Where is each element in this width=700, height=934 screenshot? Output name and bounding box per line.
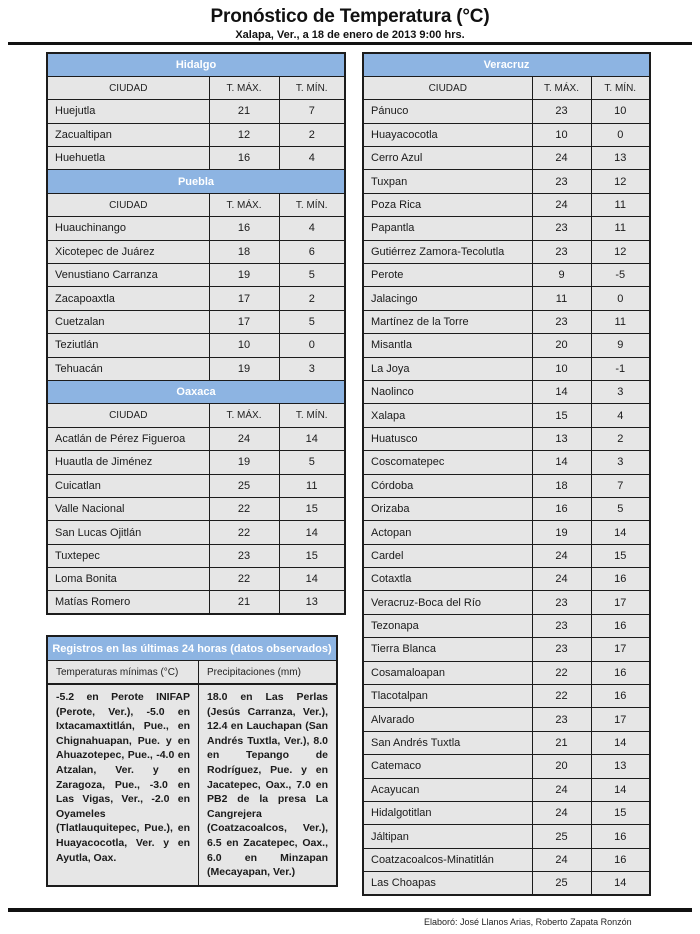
max-temp: 24 [532,193,591,216]
min-temp: 14 [591,521,650,544]
min-temp: 14 [279,568,345,591]
city-name: Pánuco [363,100,532,123]
column-header-city: CIUDAD [47,76,209,99]
min-temp: 6 [279,240,345,263]
min-temp: 4 [591,404,650,427]
max-temp: 19 [532,521,591,544]
max-temp: 17 [209,310,279,333]
city-name: Loma Bonita [47,568,209,591]
state-header-hidalgo [47,53,345,76]
min-temp: 4 [279,147,345,170]
table-row [363,661,650,684]
table-row [363,708,650,731]
max-temp: 22 [209,521,279,544]
max-temp: 19 [209,264,279,287]
table-row [47,334,345,357]
column-header-min: T. MÍN. [591,76,650,99]
max-temp: 25 [532,872,591,895]
max-temp: 22 [209,568,279,591]
max-temp: 24 [532,848,591,871]
city-name: San Andrés Tuxtla [363,731,532,754]
city-name: Huayacocotla [363,123,532,146]
min-temp: 15 [279,497,345,520]
min-temp: 5 [591,497,650,520]
max-temp: 24 [532,778,591,801]
city-name: Valle Nacional [47,497,209,520]
table-row [47,240,345,263]
city-name: Perote [363,264,532,287]
precip-label: Precipitaciones (mm) [207,667,301,678]
city-name: Catemaco [363,755,532,778]
city-name: Xalapa [363,404,532,427]
city-name: Tlacotalpan [363,685,532,708]
table-row [47,497,345,520]
veracruz-forecast-table [362,52,651,896]
table-row [363,825,650,848]
max-temp: 23 [532,217,591,240]
table-row [363,404,650,427]
column-header-city: CIUDAD [47,404,209,427]
city-name: Tierra Blanca [363,638,532,661]
precip-text: 18.0 en Las Perlas (Jesús Carranza, Ver.), 12.4 en Lauchapan (San Andrés Tuxtla, Ver.), 8.0 en Tepango de Rodríguez, Pue. y en Jacatepec, Oax., 7.0 en PB2 de la presa La Cangrejera (Coatzacoalcos, Ver.), 6.5 en Zacatepec, Oax., 6.0 en Minzapan (Mecayapan, Ver.) [207,691,328,879]
min-temp: 12 [591,240,650,263]
city-name: La Joya [363,357,532,380]
max-temp: 18 [532,474,591,497]
table-row [47,310,345,333]
max-temp: 23 [532,708,591,731]
table-row [363,451,650,474]
max-temp: 21 [209,591,279,614]
min-temp: 3 [591,451,650,474]
page-subtitle: Xalapa, Ver., a 18 de enero de 2013 9:00 hrs. [235,29,465,41]
min-temp: 3 [279,357,345,380]
min-temp: 16 [591,661,650,684]
max-temp: 10 [532,123,591,146]
min-temp: 0 [591,123,650,146]
table-row [47,357,345,380]
min-temp: -5 [591,264,650,287]
max-temp: 14 [532,451,591,474]
table-row [363,427,650,450]
table-row [47,427,345,450]
city-name: Huehuetla [47,147,209,170]
table-row [363,638,650,661]
min-temp: 11 [591,310,650,333]
city-name: Hidalgotitlan [363,802,532,825]
min-temp: 14 [279,427,345,450]
min-temps-label: Temperaturas mínimas (°C) [48,661,199,683]
table-row [363,240,650,263]
min-temp: 2 [279,287,345,310]
credits: Elaboró: José Llanos Arias, Roberto Zapata Ronzón [424,917,632,927]
max-temp: 19 [209,451,279,474]
min-temp: 3 [591,380,650,403]
top-divider [8,42,692,45]
city-name: Tuxpan [363,170,532,193]
min-temp: 11 [591,217,650,240]
column-header-row [363,76,650,99]
min-temp: 14 [591,778,650,801]
city-name: Actopan [363,521,532,544]
table-row [47,100,345,123]
max-temp: 16 [209,217,279,240]
column-header-row [47,76,345,99]
city-name: Tuxtepec [47,544,209,567]
city-name: Acayucan [363,778,532,801]
min-temp: 9 [591,334,650,357]
left-forecast-table [46,52,346,615]
table-row [363,497,650,520]
max-temp: 24 [532,147,591,170]
min-temp: 14 [279,521,345,544]
max-temp: 12 [209,123,279,146]
min-temp: -1 [591,357,650,380]
max-temp: 23 [532,100,591,123]
city-name: Cosamaloapan [363,661,532,684]
city-name: Zacualtipan [47,123,209,146]
min-temp: 17 [591,708,650,731]
min-temp: 5 [279,451,345,474]
city-name: Zacapoaxtla [47,287,209,310]
min-temp: 11 [591,193,650,216]
max-temp: 25 [532,825,591,848]
city-name: Huauchinango [47,217,209,240]
max-temp: 16 [209,147,279,170]
column-header-min: T. MÍN. [279,193,345,216]
state-name: Veracruz [363,53,650,76]
city-name: Xicotepec de Juárez [47,240,209,263]
table-row [47,147,345,170]
city-name: Cotaxtla [363,568,532,591]
max-temp: 13 [532,427,591,450]
city-name: Huejutla [47,100,209,123]
column-header-row [47,404,345,427]
table-row [47,521,345,544]
min-temps-text: -5.2 en Perote INIFAP (Perote, Ver.), -5.0 en Ixtacamaxtitlán, Pue., en Chignahuapan, Pue. y en Ahuazotepec, Pue., -4.0 en Atzalan, Ver. y en Zaragoza, Pue., -3.0 en Las Vigas, Ver., -2.0 en Oyameles (Tlatlauquitepec, Pue.), en Huayacocotla, Ver. y en Ayutla, Oax. [48,685,199,885]
max-temp: 15 [532,404,591,427]
min-temp: 16 [591,825,650,848]
state-name: Puebla [47,170,345,193]
min-temp: 2 [279,123,345,146]
table-row [47,568,345,591]
city-name: Huatusco [363,427,532,450]
min-temp: 0 [591,287,650,310]
max-temp: 24 [209,427,279,450]
max-temp: 17 [209,287,279,310]
table-row [363,380,650,403]
min-temp: 0 [279,334,345,357]
table-row [47,264,345,287]
max-temp: 23 [532,591,591,614]
max-temp: 24 [532,544,591,567]
min-temp: 13 [591,755,650,778]
city-name: Venustiano Carranza [47,264,209,287]
table-row [363,568,650,591]
column-header-min: T. MÍN. [279,76,345,99]
city-name: Veracruz-Boca del Río [363,591,532,614]
min-temp: 17 [591,638,650,661]
table-row [363,334,650,357]
table-row [363,872,650,895]
city-name: Córdoba [363,474,532,497]
table-row [363,848,650,871]
bottom-divider [8,908,692,912]
observed-records-box [46,635,338,887]
city-name: Coscomatepec [363,451,532,474]
table-row [363,591,650,614]
city-name: Naolinco [363,380,532,403]
table-row [363,521,650,544]
max-temp: 10 [209,334,279,357]
max-temp: 21 [209,100,279,123]
table-row [363,193,650,216]
page-title: Pronóstico de Temperatura (°C) [210,6,490,27]
max-temp: 22 [532,661,591,684]
state-header-puebla [47,170,345,193]
observed-records-body [48,685,336,885]
min-temp: 11 [279,474,345,497]
max-temp: 22 [209,497,279,520]
city-name: Cerro Azul [363,147,532,170]
table-row [363,123,650,146]
column-header-city: CIUDAD [363,76,532,99]
observed-records-title: Registros en las últimas 24 horas (datos observados) [48,637,336,661]
min-temp: 2 [591,427,650,450]
min-temp: 7 [279,100,345,123]
min-temp: 13 [279,591,345,614]
city-name: Orizaba [363,497,532,520]
state-header-oaxaca [47,380,345,403]
table-row [363,685,650,708]
city-name: Huautla de Jiménez [47,451,209,474]
table-row [47,544,345,567]
city-name: Jáltipan [363,825,532,848]
column-header-row [47,193,345,216]
table-row [363,755,650,778]
column-header-max: T. MÁX. [209,76,279,99]
city-name: San Lucas Ojitlán [47,521,209,544]
table-row [363,778,650,801]
table-row [363,287,650,310]
table-row [363,100,650,123]
min-temp: 15 [279,544,345,567]
max-temp: 25 [209,474,279,497]
city-name: Papantla [363,217,532,240]
min-temp: 5 [279,264,345,287]
table-row [47,123,345,146]
city-name: Coatzacoalcos-Minatitlán [363,848,532,871]
max-temp: 22 [532,685,591,708]
column-header-max: T. MÁX. [209,193,279,216]
table-row [363,310,650,333]
min-temp: 16 [591,614,650,637]
column-header-max: T. MÁX. [532,76,591,99]
column-header-city: CIUDAD [47,193,209,216]
max-temp: 24 [532,802,591,825]
max-temp: 18 [209,240,279,263]
city-name: Jalacingo [363,287,532,310]
min-temp: 17 [591,591,650,614]
city-name: Gutiérrez Zamora-Tecolutla [363,240,532,263]
city-name: Acatlán de Pérez Figueroa [47,427,209,450]
max-temp: 23 [532,310,591,333]
min-temp: 16 [591,568,650,591]
city-name: Tehuacán [47,357,209,380]
table-row [47,287,345,310]
table-row [47,474,345,497]
observed-records-subheader [48,661,336,685]
city-name: Alvarado [363,708,532,731]
city-name: Teziutlán [47,334,209,357]
max-temp: 23 [532,170,591,193]
table-row [363,802,650,825]
min-temp: 7 [591,474,650,497]
max-temp: 23 [209,544,279,567]
min-temp: 15 [591,544,650,567]
table-row [363,217,650,240]
max-temp: 16 [532,497,591,520]
table-row [363,264,650,287]
city-name: Las Choapas [363,872,532,895]
table-row [363,147,650,170]
state-header-veracruz [363,53,650,76]
min-temp: 16 [591,685,650,708]
max-temp: 23 [532,638,591,661]
max-temp: 21 [532,731,591,754]
column-header-min: T. MÍN. [279,404,345,427]
min-temp: 5 [279,310,345,333]
min-temp: 14 [591,872,650,895]
max-temp: 9 [532,264,591,287]
table-row [47,217,345,240]
max-temp: 14 [532,380,591,403]
min-temp: 14 [591,731,650,754]
min-temp: 4 [279,217,345,240]
city-name: Cuetzalan [47,310,209,333]
table-row [47,591,345,614]
max-temp: 20 [532,755,591,778]
state-name: Oaxaca [47,380,345,403]
max-temp: 20 [532,334,591,357]
table-row [363,544,650,567]
table-row [363,731,650,754]
min-temp: 12 [591,170,650,193]
city-name: Cuicatlan [47,474,209,497]
max-temp: 10 [532,357,591,380]
city-name: Poza Rica [363,193,532,216]
max-temp: 23 [532,614,591,637]
table-row [363,170,650,193]
table-row [363,357,650,380]
max-temp: 24 [532,568,591,591]
city-name: Tezonapa [363,614,532,637]
city-name: Cardel [363,544,532,567]
max-temp: 11 [532,287,591,310]
city-name: Matías Romero [47,591,209,614]
city-name: Misantla [363,334,532,357]
table-row [363,474,650,497]
max-temp: 19 [209,357,279,380]
state-name: Hidalgo [47,53,345,76]
city-name: Martínez de la Torre [363,310,532,333]
min-temp: 13 [591,147,650,170]
table-row [47,451,345,474]
column-header-max: T. MÁX. [209,404,279,427]
min-temp: 16 [591,848,650,871]
min-temp: 10 [591,100,650,123]
min-temp: 15 [591,802,650,825]
table-row [363,614,650,637]
max-temp: 23 [532,240,591,263]
